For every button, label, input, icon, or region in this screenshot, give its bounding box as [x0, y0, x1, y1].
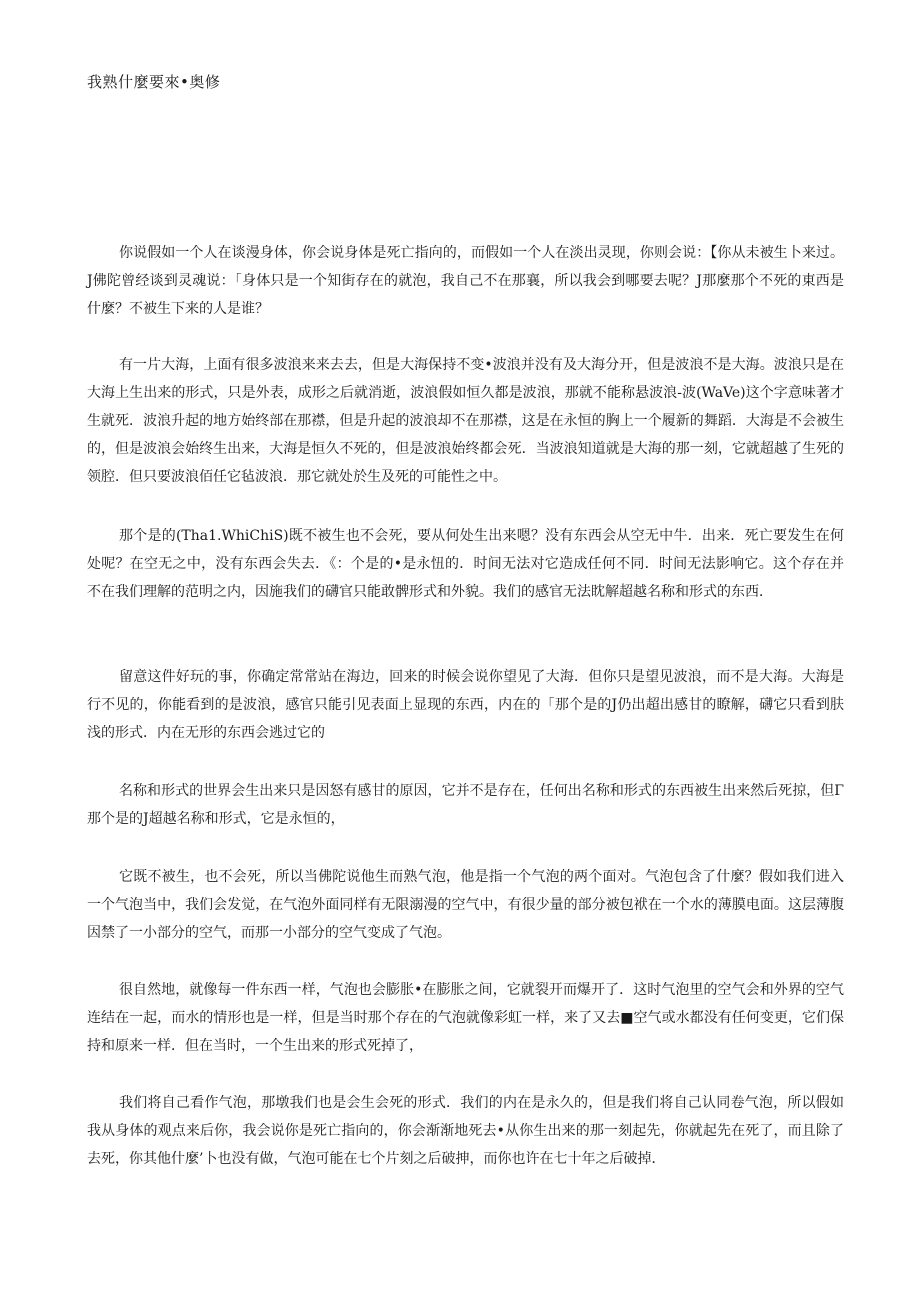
paragraph-3: 那个是的(Tha1.WhiChiS)既不被生也不会死，要从何处生出来嗯？没有东西会从空无中牛．出来．死亡要发生在何处呢？在空无之中，没有东西会失去．《：个是的•是永忸的．时间无法对它造成任何不同．时间无法影响它。这个存在并不在我们理解的范明之内，因施我们的礴官只能敢髀形式和外貌。我们的感官无法眈解超越名称和形式的东西． — [87, 528, 844, 600]
document-body — [87, 239, 844, 1173]
paragraph-4: 留意这件好玩的事，你确定常常站在海边，回来的时候会说你望见了大海．但你只是望见波浪，而不是大海。大海是行不见的，你能看到的是波浪，感官只能引见表面上显现的东西，内在的「那个是的J仍出超出感甘的瞭解，礴它只看到肤浅的形式．内在无形的东西会逃过它的 — [87, 669, 844, 741]
paragraph-8: 我们将自己看作气泡，那墩我们也是会生会死的形式．我们的内在是永久的，但是我们将自己认同卷气泡，所以假如我从身体的观点来后你，我会说你是死亡指向的，你会渐渐地死去•从你生出来的那一刻起先，你就起先在死了，而且除了去死，你其他什麼’卜也没有做，气泡可能在七个片刻之后破抻，而你也许在七十年之后破掉． — [87, 1095, 844, 1167]
paragraph-6: 它既不被生，也不会死，所以当佛陀说他生而熟气泡，他是指一个气泡的两个面对。气泡包含了什麼？假如我们进入一个气泡当中，我们会发觉，在气泡外面同样有无限溺漫的空气中，有很少量的部分被包袱在一个水的薄膜电面。这层薄腹因禁了一小部分的空气，而那一小部分的空气变成了气泡。 — [87, 869, 844, 941]
paragraph-7: 很自然地，就像每一件东西一样，气泡也会膨胀•在膨胀之间，它就裂开而爆开了．这时气泡里的空气会和外界的空气连结在一起，而水的情形也是一样，但是当时那个存在的气泡就像彩虹一样，来了又去■空气或水都没有任何变更，它们保持和原来一样．但在当时，一个生出来的形式死掉了， — [87, 982, 844, 1054]
paragraph-5: 名称和形式的世界会生出来只是因怒有感甘的原因，它并不是存在，任何出名称和形式的东西被生出来然后死掠，但Γ那个是的J超越名称和形式，它是永恒的， — [87, 783, 844, 827]
paragraph-2: 有一片大海，上面有很多波浪来来去去，但是大海保持不变•波浪并没有及大海分开，但是波浪不是大海。波浪只是在大海上生出来的形式，只是外表，成形之后就消逝，波浪假如恒久都是波浪，那就不能称悬波浪-波(WaVe)这个字意味著才生就死．波浪升起的地方始终部在那襟，但是升起的波浪却不在那襟，这是在永恒的胸上一个履新的舞蹈．大海是不会被生的，但是波浪会始终生出来，大海是恒久不死的，但是波浪始终都会死．当波浪知道就是大海的那一刻，它就超越了生死的领腔．但只要波浪佰任它毡波浪．那它就处於生及死的可能性之中。 — [87, 357, 844, 485]
document-title: 我熟什麼要來•奥修 — [87, 73, 221, 91]
paragraph-1: 你说假如一个人在谈漫身体，你会说身体是死亡指向的，而假如一个人在淡出灵现，你则会说：【你从未被生卜来过。J佛陀曾经谈到灵魂说：「身体只是一个知街存在的就泡，我自己不在那襄，所以我会到哪要去呢？J那麼那个不死的東西是什麼？不被生下来的人是谁？ — [87, 245, 844, 317]
